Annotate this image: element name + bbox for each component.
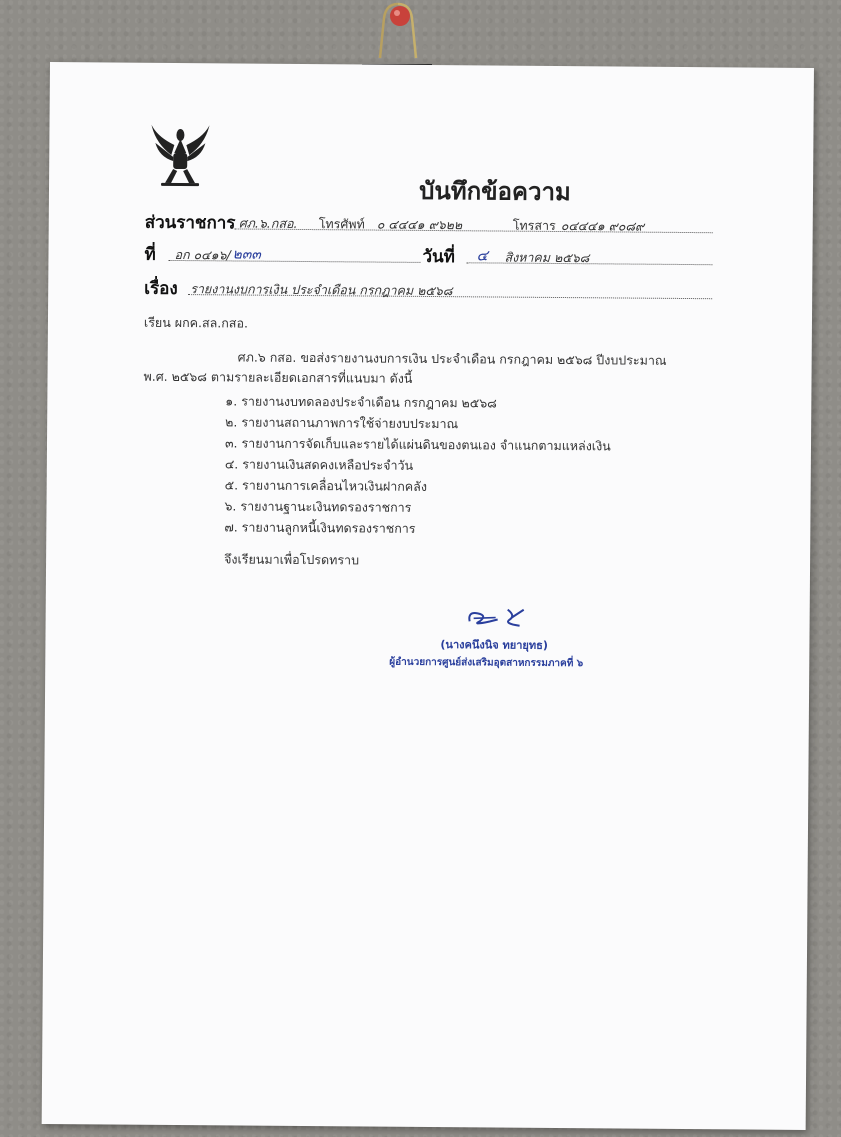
fax-value: ๐๔๔๔๑ ๙๐๘๙	[560, 218, 645, 234]
memo-title: บันทึกข้อความ	[419, 176, 571, 207]
ref-label: ที่	[144, 244, 156, 265]
fax-label: โทรสาร	[512, 217, 556, 233]
memo-page	[42, 62, 814, 1130]
date-label: วันที่	[422, 246, 455, 268]
list-item: ๔. รายงานเงินสดคงเหลือประจำวัน	[224, 456, 414, 473]
ref-number: ๒๓๓	[232, 246, 261, 263]
ref-prefix: อก ๐๔๑๖/	[174, 246, 231, 263]
date-rest: สิงหาคม ๒๕๖๘	[504, 249, 590, 266]
signer-position: ผู้อำนวยการศูนย์ส่งเสริมอุตสาหกรรมภาคที่ ๖	[389, 656, 584, 670]
list-item: ๒. รายงานสถานภาพการใช้จ่ายงบประมาณ	[225, 414, 459, 432]
signer-name: (นางคนึงนิจ ทยายุทธ)	[440, 638, 548, 652]
list-item: ๕. รายงานการเคลื่อนไหวเงินฝากคลัง	[224, 477, 428, 494]
signature-mark	[464, 605, 544, 630]
subject-value: รายงานงบการเงิน ประจำเดือน กรกฎาคม ๒๕๖๘	[190, 281, 453, 299]
paragraph-line-1: ศภ.๖ กสอ. ขอส่งรายงานงบการเงิน ประจำเดือน กรกฎาคม ๒๕๖๘ ปีงบประมาณ	[237, 349, 667, 368]
list-item: ๓. รายงานการจัดเก็บและรายได้แผ่นดินของตนเอง จำแนกตามแหล่งเงิน	[224, 435, 611, 454]
date-day: ๔	[476, 246, 488, 265]
phone-label: โทรศัพท์	[318, 216, 365, 232]
recipient: เรียน ผกค.สล.กสอ.	[143, 314, 249, 331]
agency-label: ส่วนราชการ	[144, 212, 236, 234]
list-item: ๑. รายงานงบทดลองประจำเดือน กรกฎาคม ๒๕๖๘	[225, 393, 497, 411]
subject-label: เรื่อง	[144, 278, 178, 300]
list-item: ๗. รายงานลูกหนี้เงินทดรองราชการ	[224, 519, 416, 536]
closing-line: จึงเรียนมาเพื่อโปรดทราบ	[224, 551, 360, 568]
agency-value: ศภ.๖.กสอ.	[238, 215, 298, 231]
paragraph-line-2: พ.ศ. ๒๕๖๘ ตามรายละเอียดเอกสารที่แนบมา ดังนี้	[143, 368, 413, 386]
phone-value: ๐ ๔๔๔๑ ๙๖๒๒	[376, 216, 463, 233]
list-item: ๖. รายงานฐานะเงินทดรองราชการ	[224, 498, 412, 515]
